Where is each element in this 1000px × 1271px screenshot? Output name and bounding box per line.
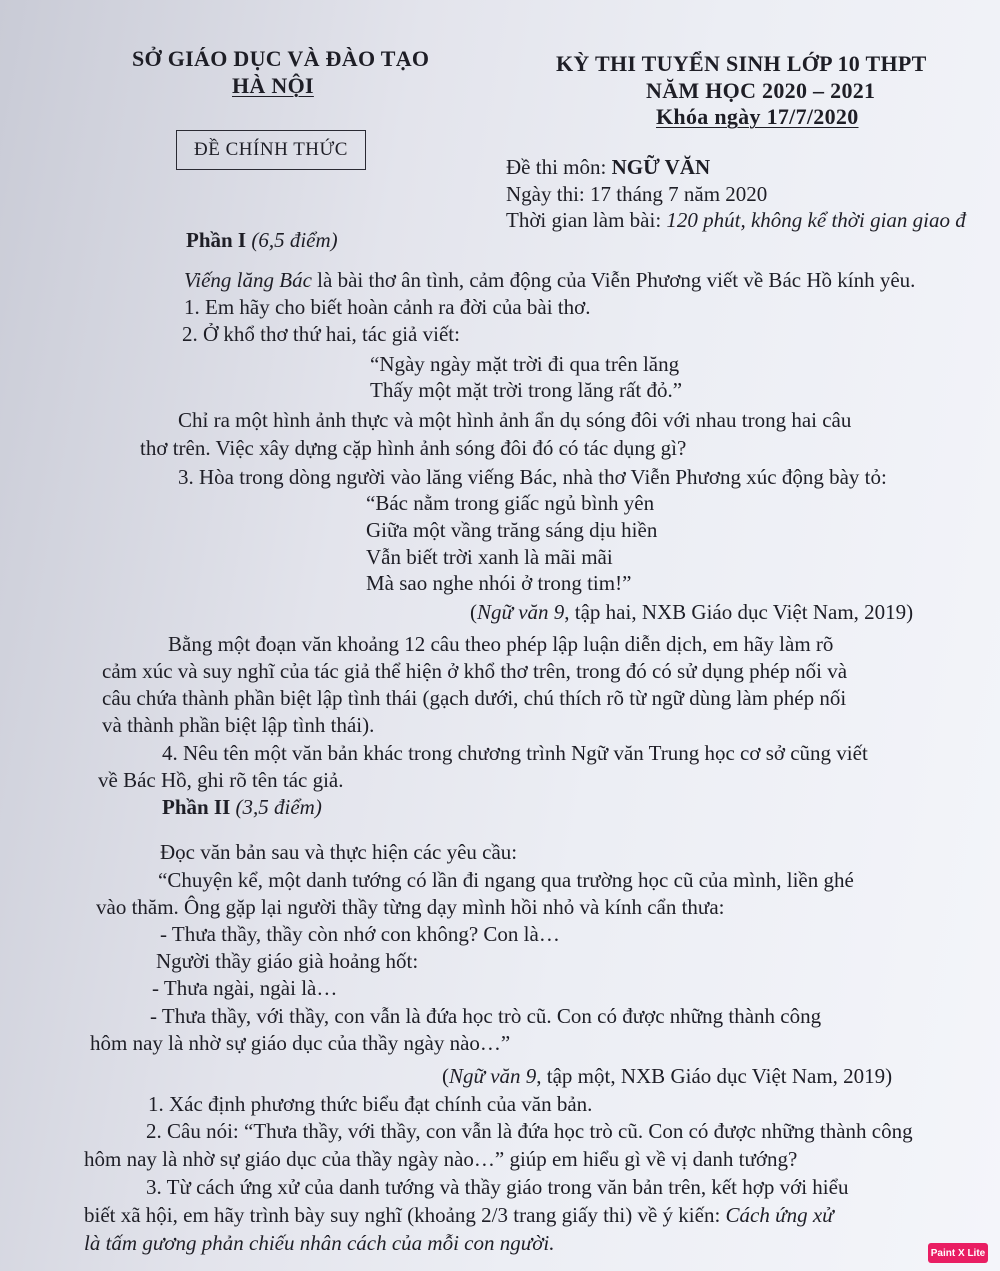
poem2-line2: Giữa một vầng trăng sáng dịu hiền bbox=[366, 518, 658, 542]
part1-question4-line2: về Bác Hồ, ghi rõ tên tác giả. bbox=[98, 768, 344, 792]
story-line1: “Chuyện kể, một danh tướng có lần đi ngang qua trường học cũ của mình, liền ghé bbox=[158, 868, 854, 892]
department-name: SỞ GIÁO DỤC VÀ ĐÀO TẠO bbox=[132, 46, 430, 71]
story-line2: vào thăm. Ông gặp lại người thầy từng dạy mình hồi nhỏ và kính cẩn thưa: bbox=[96, 895, 725, 919]
story-line7: hôm nay là nhờ sự giáo dục của thầy ngày nào…” bbox=[90, 1031, 511, 1055]
part1-q2-task-line2: thơ trên. Việc xây dựng cặp hình ảnh sóng đôi đó có tác dụng gì? bbox=[140, 436, 687, 460]
part1-heading bbox=[186, 228, 338, 253]
part1-q3-task-line3: câu chứa thành phần biệt lập tình thái (gạch dưới, chú thích rõ từ ngữ dùng làm phép nối bbox=[102, 686, 847, 710]
source-open-paren: ( bbox=[470, 600, 477, 624]
poem1-line2: Thấy một mặt trời trong lăng rất đỏ.” bbox=[370, 378, 683, 402]
part1-intro bbox=[184, 268, 915, 293]
exam-title: KỲ THI TUYỂN SINH LỚP 10 THPT bbox=[556, 51, 927, 76]
poem1-line1: “Ngày ngày mặt trời đi qua trên lăng bbox=[370, 352, 680, 376]
part2-question3-line2 bbox=[84, 1203, 834, 1228]
official-exam-box: ĐỀ CHÍNH THỨC bbox=[176, 130, 366, 170]
part2-points: (3,5 điểm) bbox=[235, 795, 322, 819]
duration-prefix: Thời gian làm bài: bbox=[506, 208, 667, 232]
exam-duration bbox=[506, 208, 966, 233]
subject-name: NGỮ VĂN bbox=[611, 155, 711, 179]
part1-q3-task-line4: và thành phần biệt lập tình thái). bbox=[102, 713, 375, 737]
part1-q2-task-line1: Chỉ ra một hình ảnh thực và một hình ảnh ẩn dụ sóng đôi với nhau trong hai câu bbox=[178, 408, 852, 432]
poem-title: Viếng lăng Bác bbox=[184, 268, 312, 292]
story-line3: - Thưa thầy, thầy còn nhớ con không? Con là… bbox=[160, 922, 560, 946]
city-name: HÀ NỘI bbox=[232, 73, 314, 98]
part1-question3: 3. Hòa trong dòng người vào lăng viếng Bác, nhà thơ Viễn Phương xúc động bày tỏ: bbox=[178, 465, 887, 489]
story-line6: - Thưa thầy, với thầy, con vẫn là đứa học trò cũ. Con có được những thành công bbox=[150, 1004, 822, 1028]
exam-subject bbox=[506, 155, 710, 180]
part1-source bbox=[470, 600, 913, 625]
subject-prefix: Đề thi môn: bbox=[506, 155, 612, 179]
part1-question4-line1: 4. Nêu tên một văn bản khác trong chương trình Ngữ văn Trung học cơ sở cũng viết bbox=[162, 741, 868, 765]
story-line5: - Thưa ngài, ngài là… bbox=[152, 976, 338, 1000]
part2-question2-line1: 2. Câu nói: “Thưa thầy, với thầy, con vẫn là đứa học trò cũ. Con có được những thành công bbox=[146, 1119, 913, 1143]
exam-date: Ngày thi: 17 tháng 7 năm 2020 bbox=[506, 182, 768, 206]
part1-question2: 2. Ở khổ thơ thứ hai, tác giả viết: bbox=[182, 322, 460, 346]
source-details: , tập một, NXB Giáo dục Việt Nam, 2019) bbox=[536, 1064, 893, 1088]
poem2-line1: “Bác nằm trong giấc ngủ bình yên bbox=[366, 491, 655, 515]
source-open-paren: ( bbox=[442, 1064, 449, 1088]
source-book-title: Ngữ văn 9 bbox=[449, 1064, 537, 1088]
q3-text: biết xã hội, em hãy trình bày suy nghĩ (khoảng 2/3 trang giấy thi) về ý kiến: bbox=[84, 1203, 726, 1227]
part1-q3-task-line1: Bằng một đoạn văn khoảng 12 câu theo phép lập luận diễn dịch, em hãy làm rõ bbox=[168, 632, 834, 656]
story-line4: Người thầy giáo già hoảng hốt: bbox=[156, 949, 419, 973]
poem2-line3: Vẫn biết trời xanh là mãi mãi bbox=[366, 545, 613, 569]
part2-question3-line3: là tấm gương phản chiếu nhân cách của mỗi con người. bbox=[84, 1231, 555, 1255]
part2-source bbox=[442, 1064, 892, 1089]
source-book-title: Ngữ văn 9 bbox=[477, 600, 565, 624]
intro-text: là bài thơ ân tình, cảm động của Viễn Phương viết về Bác Hồ kính yêu. bbox=[311, 268, 916, 292]
q3-quote-start: Cách ứng xử bbox=[725, 1203, 834, 1227]
part1-question1: 1. Em hãy cho biết hoàn cảnh ra đời của bài thơ. bbox=[184, 295, 591, 319]
part1-q3-task-line2: cảm xúc và suy nghĩ của tác giả thể hiện ở khổ thơ trên, trong đó có sử dụng phép nối và bbox=[102, 659, 848, 683]
part2-question3-line1: 3. Từ cách ứng xử của danh tướng và thầy giáo trong văn bản trên, kết hợp với hiểu bbox=[146, 1175, 849, 1199]
source-details: , tập hai, NXB Giáo dục Việt Nam, 2019) bbox=[564, 600, 914, 624]
duration-value: 120 phút, không kể thời gian giao đ bbox=[666, 208, 966, 232]
part2-heading bbox=[162, 795, 322, 820]
part1-title: Phần I bbox=[186, 228, 247, 252]
poem2-line4: Mà sao nghe nhói ở trong tim!” bbox=[366, 571, 632, 595]
part2-intro: Đọc văn bản sau và thực hiện các yêu cầu: bbox=[160, 840, 518, 864]
part2-question2-line2: hôm nay là nhờ sự giáo dục của thầy ngày nào…” giúp em hiểu gì về vị danh tướng? bbox=[84, 1147, 798, 1171]
part1-points: (6,5 điểm) bbox=[251, 228, 338, 252]
part2-question1: 1. Xác định phương thức biểu đạt chính của văn bản. bbox=[148, 1092, 593, 1116]
school-year: NĂM HỌC 2020 – 2021 bbox=[646, 78, 876, 103]
paint-x-lite-watermark: Paint X Lite bbox=[928, 1243, 988, 1263]
part2-title: Phần II bbox=[162, 795, 231, 819]
exam-session-date: Khóa ngày 17/7/2020 bbox=[656, 104, 859, 129]
